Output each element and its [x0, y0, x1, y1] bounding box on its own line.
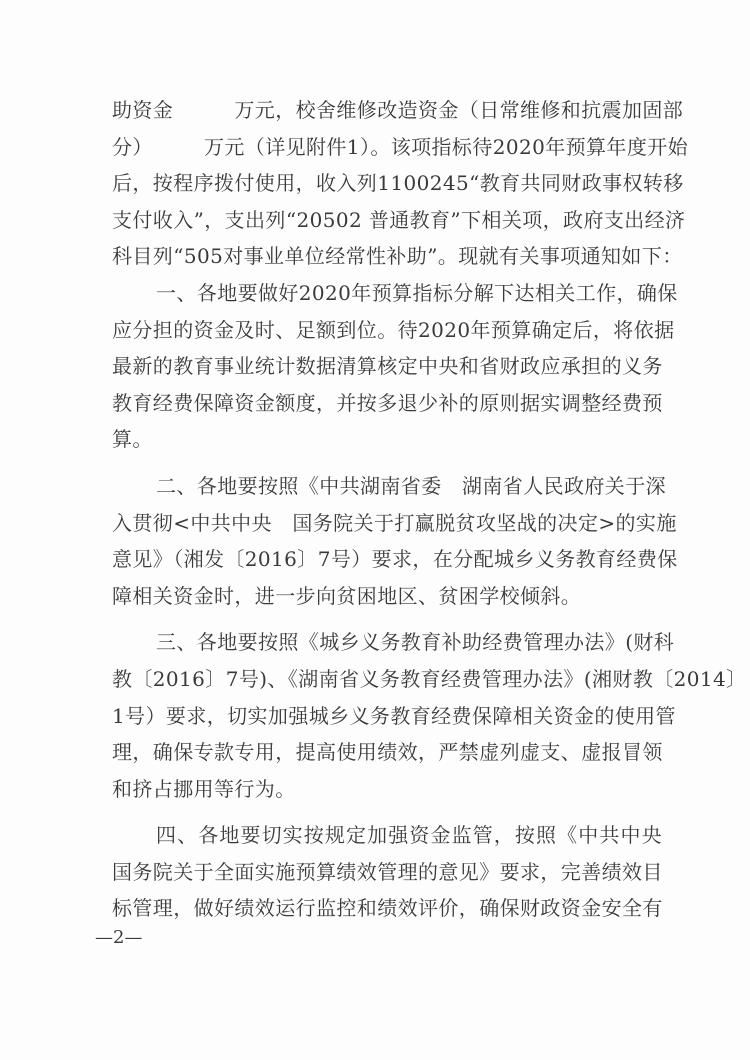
- text-line: 科目列“505对事业单位经常性补助”。现就有关事项通知如下：: [112, 244, 683, 269]
- paragraph-3: [112, 468, 678, 614]
- text-line: 教〔2016〕7号)、《湖南省义务教育经费管理办法》(湘财教〔2014〕: [112, 666, 747, 691]
- paragraph-gap: [112, 614, 662, 624]
- text-line: 教育经费保障资金额度，并按多退少补的原则据实调整经费预: [112, 390, 663, 415]
- text-line: 应分担的资金及时、足额到位。待2020年预算确定后，将依据: [112, 317, 675, 342]
- text-line: 和挤占挪用等行为。: [112, 776, 296, 801]
- text-line: 标管理，做好绩效运行监控和绩效评价，确保财政资金安全有: [112, 896, 663, 921]
- text-line: 国务院关于全面实施预算绩效管理的意见》要求，完善绩效目: [112, 859, 663, 884]
- text-line: 四、各地要切实按规定加强资金监管，按照《中共中央: [156, 823, 662, 848]
- text-line: 理，确保专款专用，提高使用绩效，严禁虚列虚支、虚报冒领: [112, 740, 663, 765]
- text-line: 1号）要求，切实加强城乡义务教育经费保障相关资金的使用管: [112, 703, 676, 728]
- paragraph-gap: [112, 807, 662, 817]
- text-line: 二、各地要按照《中共湖南省委 湖南省人民政府关于深: [156, 473, 666, 498]
- text-line: 后，按程序拨付使用，收入列1100245“教育共同财政事权转移: [112, 171, 684, 196]
- paragraph-1: [112, 92, 689, 275]
- text-line: 障相关资金时，进一步向贫困地区、贫困学校倾斜。: [112, 583, 582, 608]
- text-line: 一、各地要做好2020年预算指标分解下达相关工作，确保: [156, 280, 678, 305]
- paragraph-gap: [112, 458, 662, 468]
- text-line: 最新的教育事业统计数据清算核定中央和省财政应承担的义务: [112, 354, 663, 379]
- text-line: 意见》（湘发〔2016〕7号）要求，在分配城乡义务教育经费保: [112, 547, 678, 572]
- text-line: 入贯彻<中共中央 国务院关于打赢脱贫攻坚战的决定>的实施: [112, 510, 677, 535]
- document-body: [112, 92, 747, 927]
- page-number: —2—: [95, 927, 143, 948]
- text-line: 分） 万元（详见附件1）。该项指标待2020年预算年度开始: [112, 134, 689, 159]
- text-line: 助资金 万元，校舍维修改造资金（日常维修和抗震加固部: [112, 98, 684, 122]
- paragraph-2: [112, 275, 678, 458]
- paragraph-4: [112, 624, 747, 807]
- text-line: 三、各地要按照《城乡义务教育补助经费管理办法》(财科: [156, 630, 675, 655]
- text-line: 算。: [112, 427, 153, 452]
- paragraph-5: [112, 817, 662, 927]
- text-line: 支付收入”，支出列“20502 普通教育”下相关项，政府支出经济: [112, 207, 686, 232]
